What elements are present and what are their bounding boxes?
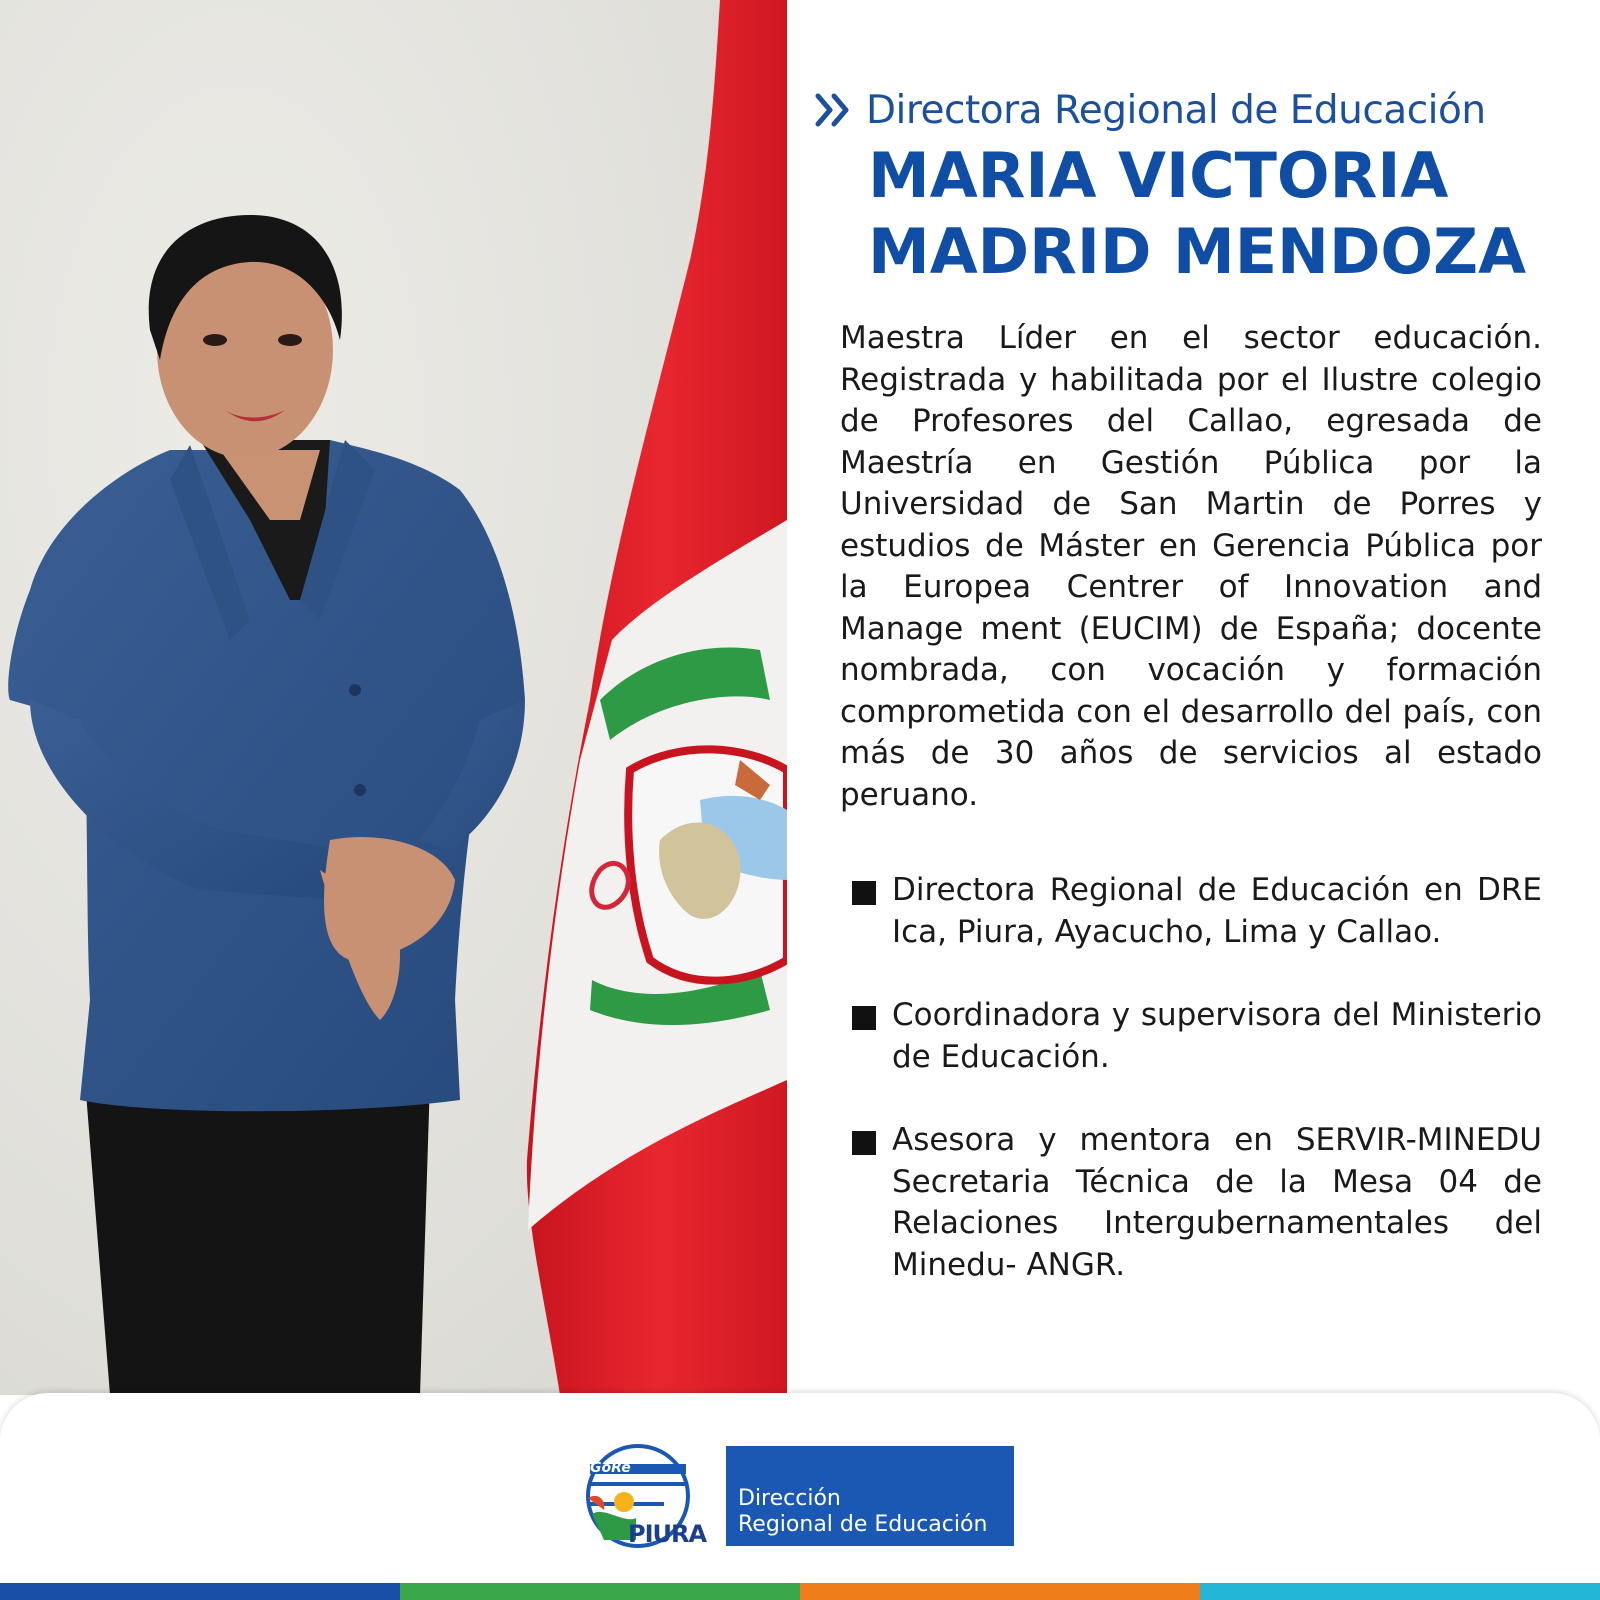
highlight-item: Asesora y mentora en SERVIR-MINEDU Secretaria Técnica de la Mesa 04 de Relaciones Intergubernamentales del Minedu- ANGR. xyxy=(852,1120,1542,1286)
square-bullet-icon xyxy=(852,1006,876,1030)
logo-line-1: Dirección xyxy=(738,1486,841,1511)
person-figure xyxy=(8,215,525,1395)
coat-of-arms-icon xyxy=(628,749,787,980)
portrait-photo xyxy=(0,0,787,1395)
highlight-item: Directora Regional de Educación en DRE Ica, Piura, Ayacucho, Lima y Callao. xyxy=(852,870,1542,953)
logo-text-box xyxy=(726,1446,1014,1546)
square-bullet-icon xyxy=(852,1131,876,1155)
name-line-1: MARIA VICTORIA xyxy=(868,139,1449,212)
gore-piura-emblem xyxy=(584,1444,724,1548)
stripe-orange xyxy=(800,1583,1200,1600)
double-chevron-right-icon xyxy=(814,90,854,130)
bio-paragraph: Maestra Líder en el sector educación. Registrada y habilitada por el Ilustre colegio de Profesores del Callao, egresada de Maestría en Gestión Pública por la Universidad de San Martin de Porres y estudios de Máster en Gerencia Pública por la Europea Centrer of Innovation and Manage ment (EUCIM) de España; docente nombrada, con vocación y formación comprometida con el desarrollo del país, con más de 30 años de servicios al estado peruano. xyxy=(840,320,1542,813)
logo-line-2: Regional de Educación xyxy=(738,1512,988,1537)
color-stripe-bar xyxy=(0,1583,1600,1600)
stripe-green xyxy=(400,1583,800,1600)
square-bullet-icon xyxy=(852,881,876,905)
gore-label: GoRe xyxy=(590,1460,631,1476)
position-title: Directora Regional de Educación xyxy=(866,87,1486,133)
highlight-item: Coordinadora y supervisora del Ministerio de Educación. xyxy=(852,995,1542,1078)
dre-piura-logo xyxy=(584,1444,1014,1548)
name-line-2: MADRID MENDOZA xyxy=(868,215,1527,288)
title-row xyxy=(814,80,1486,140)
person-name xyxy=(868,138,1526,290)
stripe-cyan xyxy=(1200,1583,1600,1600)
stripe-blue xyxy=(0,1583,400,1600)
piura-label: PIURA xyxy=(628,1520,707,1548)
portrait-illustration xyxy=(0,0,787,1395)
peru-flag xyxy=(527,0,787,1395)
highlights-list xyxy=(852,870,1542,1328)
